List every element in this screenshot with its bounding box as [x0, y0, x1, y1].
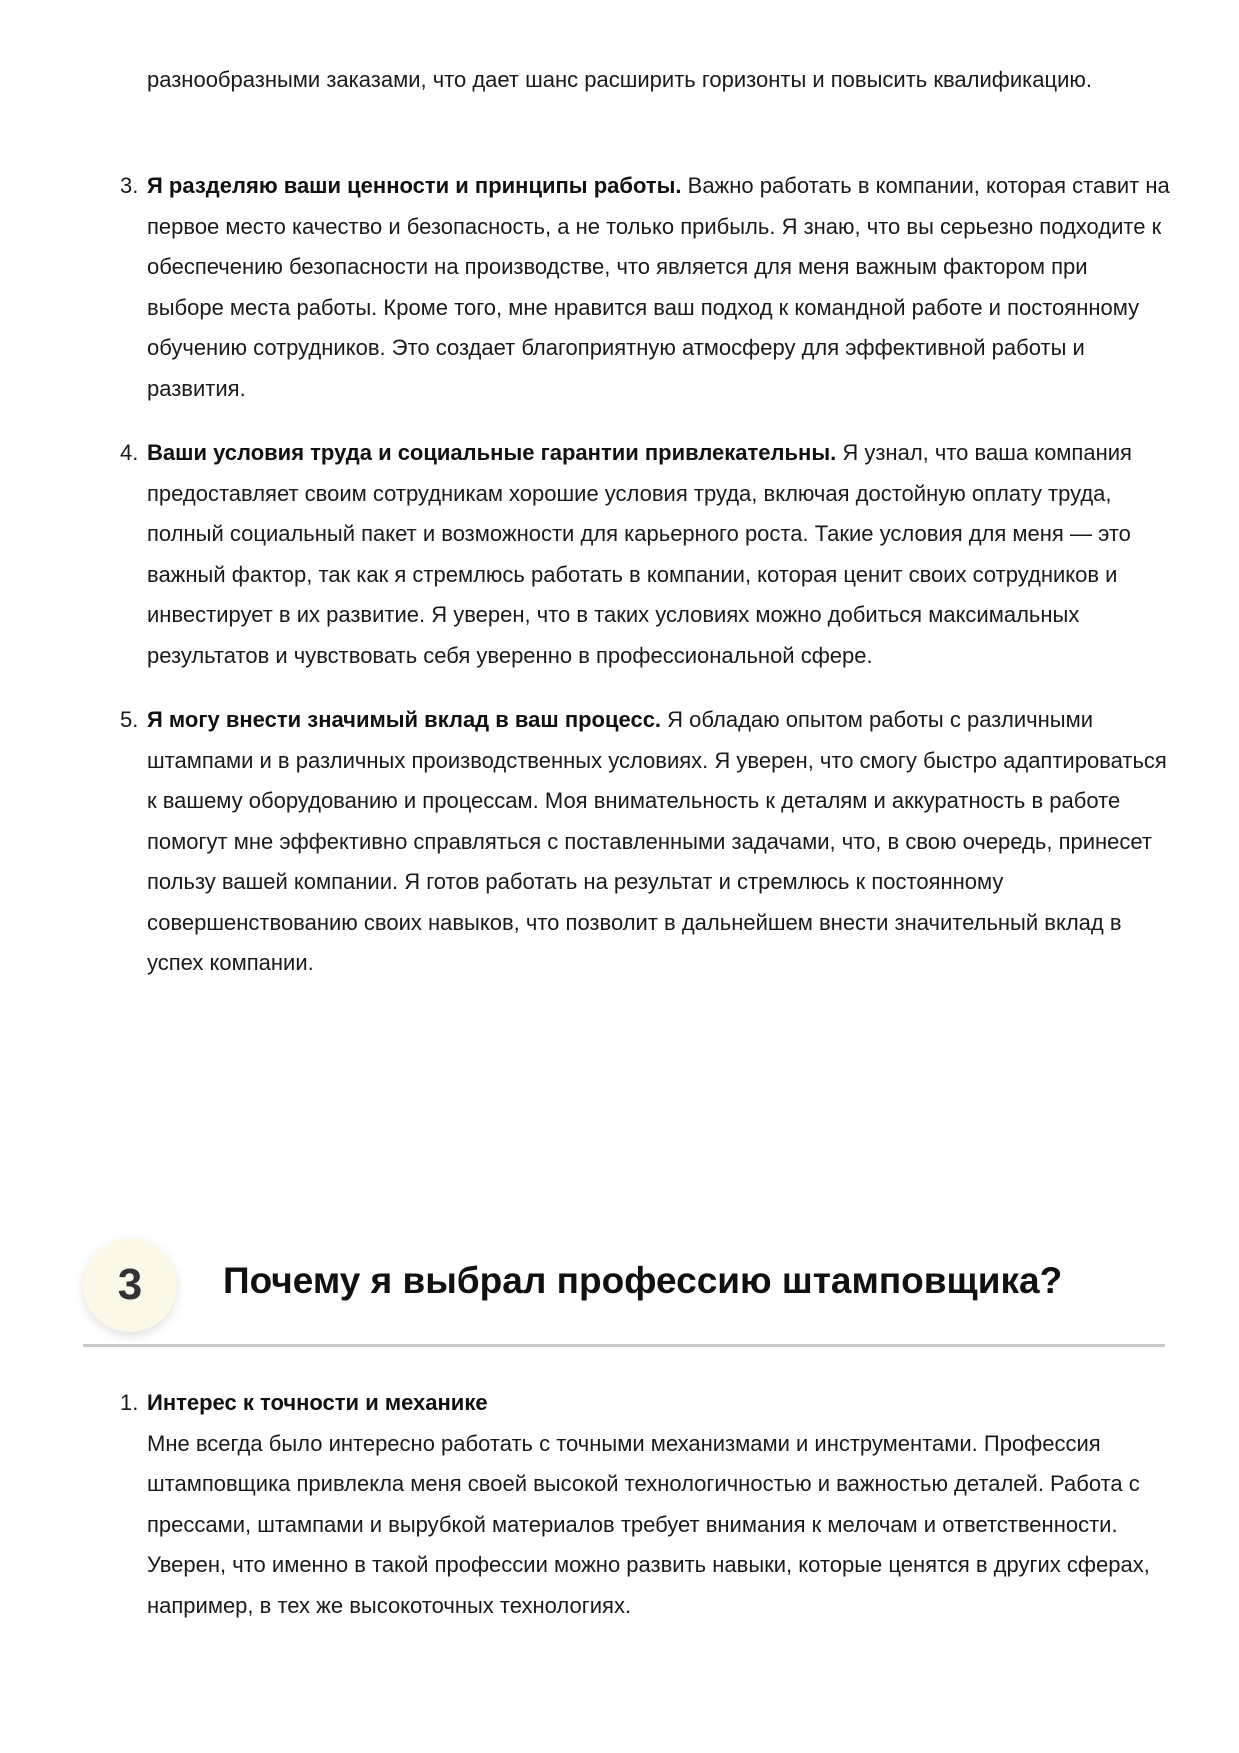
list-item [120, 700, 1170, 984]
item-number: 3. [120, 173, 139, 198]
list-item [120, 433, 1170, 676]
item-number: 4. [120, 440, 139, 465]
paragraph: разнообразными заказами, что дает шанс расширить горизонты и повысить квалификацию. [147, 67, 1093, 92]
list-item [120, 1383, 1170, 1626]
section-title: Почему я выбрал профессию штамповщика? [223, 1260, 1063, 1301]
item-title: Я могу внести значимый вклад в ваш процесс. [147, 707, 662, 732]
section-number-badge: 3 [83, 1238, 177, 1332]
item-text: Я обладаю опытом работы с различными штампами и в различных производственных условиях. Я уверен, что смогу быстро адаптироваться к вашему оборудованию и процессам. Моя внимательность к деталям и аккуратность в работе помогут мне эффективно справляться с поставленными задачами, что, в свою очередь, принесет пользу вашей компании. Я готов работать на результат и стремлюсь к постоянному совершенствованию своих навыков, что позволит в дальнейшем внести значительный вклад в успех компании. [147, 707, 1167, 975]
section-header [83, 1238, 1165, 1347]
reasons-list [120, 166, 1170, 1008]
item-number: 1. [120, 1390, 139, 1415]
item-text: Мне всегда было интересно работать с точными механизмами и инструментами. Профессия штамповщика привлекла меня своей высокой технологичностью и важностью деталей. Работа с прессами, штампами и вырубкой материалов требует внимания к мелочам и ответственности. Уверен, что именно в такой профессии можно развить навыки, которые ценятся в других сферах, например, в тех же высокоточных технологиях. [147, 1430, 1150, 1618]
item-title: Ваши условия труда и социальные гарантии привлекательны. [147, 440, 837, 465]
list-item [120, 166, 1170, 409]
item-title: Интерес к точности и механике [147, 1390, 488, 1415]
previous-item-continuation [120, 60, 1170, 101]
item-number: 5. [120, 707, 139, 732]
item-text: Важно работать в компании, которая ставит на первое место качество и безопасность, а не только прибыль. Я знаю, что вы серьезно подходите к обеспечению безопасности на производстве, что является для меня важным фактором при выборе места работы. Кроме того, мне нравится ваш подход к командной работе и постоянному обучению сотрудников. Это создает благоприятную атмосферу для эффективной работы и развития. [147, 173, 1170, 401]
section-list [120, 1383, 1170, 1650]
item-text: Я узнал, что ваша компания предоставляет своим сотрудникам хорошие условия труда, включая достойную оплату труда, полный социальный пакет и возможности для карьерного роста. Такие условия для меня — это важный фактор, так как я стремлюсь работать в компании, которая ценит своих сотрудников и инвестирует в их развитие. Я уверен, что в таких условиях можно добиться максимальных результатов и чувствовать себя уверенно в профессиональной сфере. [147, 440, 1132, 668]
item-title: Я разделяю ваши ценности и принципы работы. [147, 173, 682, 198]
